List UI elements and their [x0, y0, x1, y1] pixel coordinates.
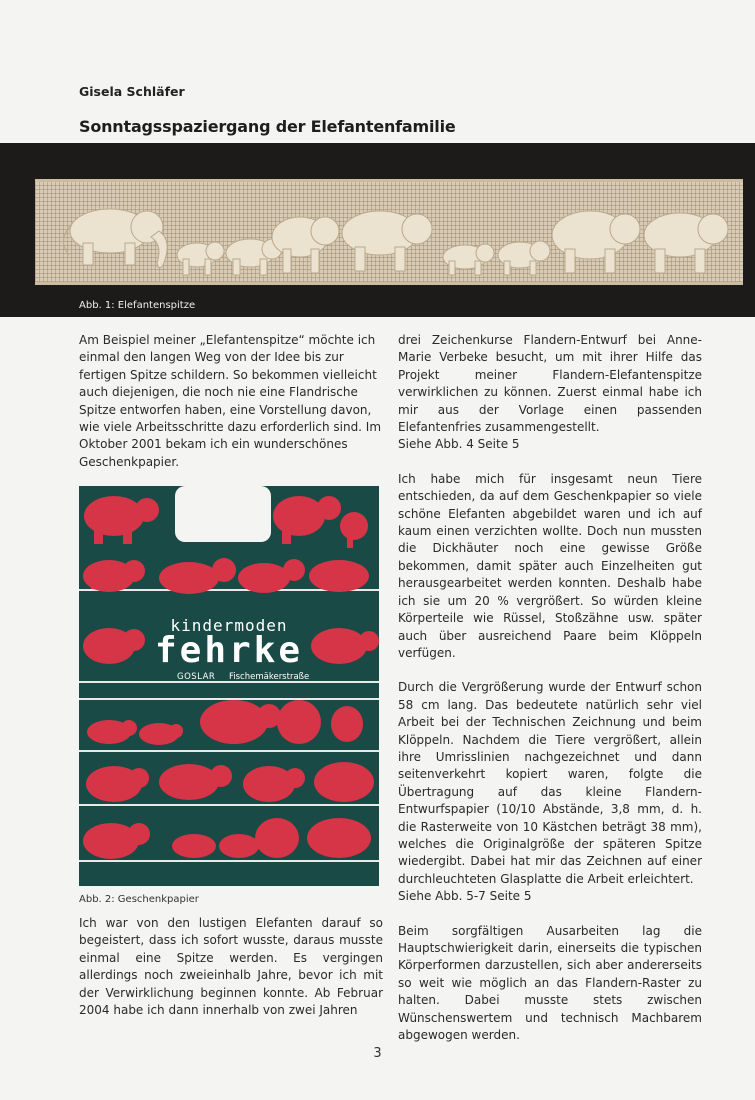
left-column-continued — [79, 915, 383, 1019]
lace-elephant-4 — [272, 217, 339, 273]
lace-elephant-8 — [552, 211, 640, 273]
gift-bag-photo — [79, 486, 379, 886]
paragraph: Beim sorgfältigen Ausarbeiten lag die Hauptschwierigkeit darin, einerseits die typischen Körperformen darzustellen, sich aber andererseits so weit wie möglich an das Flandern-Raster zu halten. Dabei musste stets zwischen Wünschenswertem und technisch Machbarem abgewogen werden. — [398, 923, 702, 1043]
paragraph: Am Beispiel meiner „Elefantenspitze“ möchte ich einmal den langen Weg von der Idee bis zur fertigen Spitze schildern. So bekommen vielleicht auch diejenigen, die noch nie eine Flandrische Spitze entworfen haben, eine Vorstellung davon, wie viele Arbeitsschritte dazu erforderlich sind. Im Oktober 2001 bekam ich ein wunderschönes Geschenkpapier. — [79, 333, 382, 469]
lace-elephant-9 — [644, 213, 728, 273]
figure1-caption: Abb. 1: Elefantenspitze — [79, 300, 196, 311]
figure-reference: Siehe Abb. 4 Seite 5 — [398, 437, 520, 452]
bag-brand-line1: kindermoden — [170, 616, 288, 635]
lace-elephant-7 — [498, 241, 550, 275]
right-column — [398, 332, 702, 1044]
lace-elephant-6 — [443, 244, 494, 275]
red-elephants-pattern — [79, 486, 379, 886]
lace-elephant-1 — [63, 209, 167, 268]
figure-reference: Siehe Abb. 5-7 Seite 5 — [398, 889, 532, 904]
paragraph: Ich habe mich für insgesamt neun Tiere entschieden, da auf dem Geschenkpapier so viele schöne Elefanten abgebildet waren und ich auf kaum einen verzichten wollte. Doch nun mussten die Dickhäuter noch eine gewisse Größe bekommen, damit später auch Einzelheiten gut herausgearbeitet werden konnten. Deshalb habe ich sie um 20 % vergrößert. So würden kleine Körperteile wie Rüssel, Stoßzähne usw. später auch über ausreichend Paare beim Klöppeln verfügen. — [398, 471, 702, 660]
left-column — [79, 332, 383, 471]
lace-elephant-5 — [342, 211, 432, 271]
paragraph: drei Zeichenkurse Flandern-Entwurf bei Anne-Marie Verbeke besucht, um mit ihrer Hilfe das Projekt meiner Flandern-Elefantenspitze verwirklichen zu können. Zuerst einmal habe ich mir aus der Vorlage einen passenden Elefantenfries zusammengestellt. — [398, 333, 702, 435]
paragraph: Durch die Vergrößerung wurde der Entwurf schon 58 cm lang. Das bedeutete natürlich sehr viel Arbeit bei der Technischen Zeichnung und beim Klöppeln. Nachdem die Tiere vergrößert, allein ihre Umrisslinien nachgezeichnet und dann seitenverkehrt kopiert waren, folgte die Übertragung auf das kleine Flandern-Entwurfspapier (10/10 Abstände, 3,8 mm, d. h. die Rasterweite von 10 Kästchen beträgt 38 mm), welches die Originalgröße der späteren Spitze wiedergibt. Dabei hat mir das Zeichnen auf einer durchleuchteten Glasplatte die Arbeit erleichtert. — [398, 680, 702, 886]
bag-brand-line2: fehrke — [154, 630, 304, 671]
author-name: Gisela Schläfer — [79, 84, 185, 99]
lace-elephant-2 — [177, 242, 224, 275]
bag-street: Fischemäkerstraße — [229, 672, 310, 682]
page-number: 3 — [373, 1046, 382, 1061]
lace-photo-banner — [0, 143, 755, 317]
elephant-lace-frieze — [35, 179, 743, 285]
paragraph: Ich war von den lustigen Elefanten darauf so begeistert, dass ich sofort wusste, daraus musste einmal eine Spitze werden. Es vergingen allerdings noch zweieinhalb Jahre, bevor ich mit der Verwirklichung beginnen konnte. Ab Februar 2004 habe ich dann innerhalb von zwei Jahren — [79, 916, 383, 1018]
bag-city: GOSLAR — [177, 672, 216, 682]
figure2-caption: Abb. 2: Geschenkpapier — [79, 894, 199, 905]
article-title: Sonntagsspaziergang der Elefantenfamilie — [79, 117, 456, 136]
